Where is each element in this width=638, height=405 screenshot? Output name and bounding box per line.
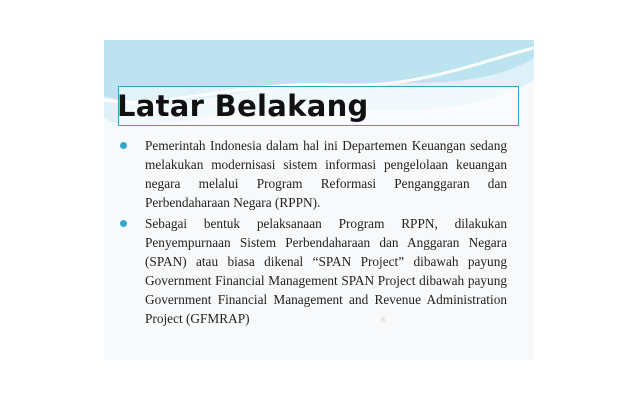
slide-title: Latar Belakang [117,89,369,123]
bullet-list [129,136,507,330]
bullet-icon [120,220,127,227]
page-number: 8 [381,317,385,324]
bullet-item [129,214,507,328]
bullet-text: Pemerintah Indonesia dalam hal ini Departemen Keuangan sedang melakukan modernisasi sistem informasi pengelolaan keuangan negara melalui Program Reformasi Penganggaran dan Perbendaharaan Negara (RPPN). [145,138,507,210]
bullet-icon [120,142,127,149]
bullet-item [129,136,507,212]
bullet-text: Sebagai bentuk pelaksanaan Program RPPN, dilakukan Penyempurnaan Sistem Perbendaharaan dan Anggaran Negara (SPAN) atau biasa dikenal “SPAN Project” dibawah payung Government Financial Management SPAN Project dibawah payung Government Financial Management and Revenue Administration Project (GFMRAP) [145,216,507,326]
